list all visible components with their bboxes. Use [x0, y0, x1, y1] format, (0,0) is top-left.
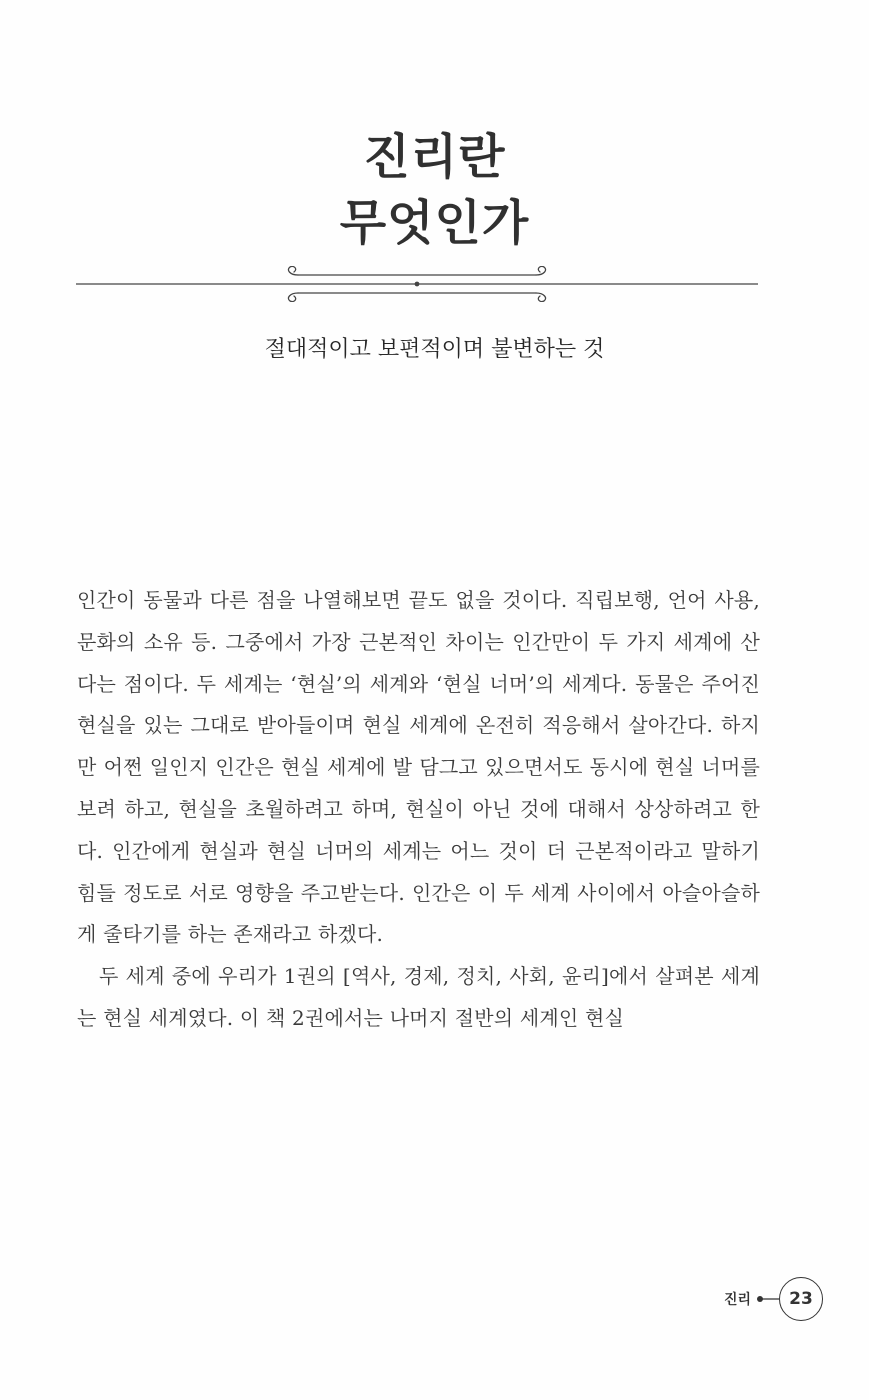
dot-connector-icon	[755, 1294, 779, 1304]
chapter-title	[0, 124, 869, 256]
paragraph: 두 세계 중에 우리가 1권의 [역사, 경제, 정치, 사회, 윤리]에서 살펴본 세계는 현실 세계였다. 이 책 2권에서는 나머지 절반의 세계인 현실	[77, 964, 760, 1030]
decorative-divider	[76, 266, 758, 302]
page-footer	[724, 1276, 823, 1322]
body-text	[77, 580, 760, 1040]
chapter-title-line-1: 진리란	[363, 129, 506, 185]
chapter-title-line-2: 무엇인가	[339, 195, 530, 251]
chapter-subtitle: 절대적이고 보편적이며 불변하는 것	[264, 337, 605, 362]
paragraph: 인간이 동물과 다른 점을 나열해보면 끝도 없을 것이다. 직립보행, 언어 사용, 문화의 소유 등. 그중에서 가장 근본적인 차이는 인간만이 두 가지 세계에 산다는 점이다. 두 세계는 ‘현실’의 세계와 ‘현실 너머’의 세계다. 동물은 주어진 현실을 있는 그대로 받아들이며 현실 세계에 온전히 적응해서 살아간다. 하지만 어쩐 일인지 인간은 현실 세계에 발 담그고 있으면서도 동시에 현실 너머를 보려 하고, 현실을 초월하려고 하며, 현실이 아닌 것에 대해서 상상하려고 한다. 인간에게 현실과 현실 너머의 세계는 어느 것이 더 근본적이라고 말하기 힘들 정도로 서로 영향을 주고받는다. 인간은 이 두 세계 사이에서 아슬아슬하게 줄타기를 하는 존재라고 하겠다.	[77, 588, 760, 947]
page-number: 23	[779, 1277, 823, 1321]
running-head: 진리	[723, 1292, 751, 1308]
